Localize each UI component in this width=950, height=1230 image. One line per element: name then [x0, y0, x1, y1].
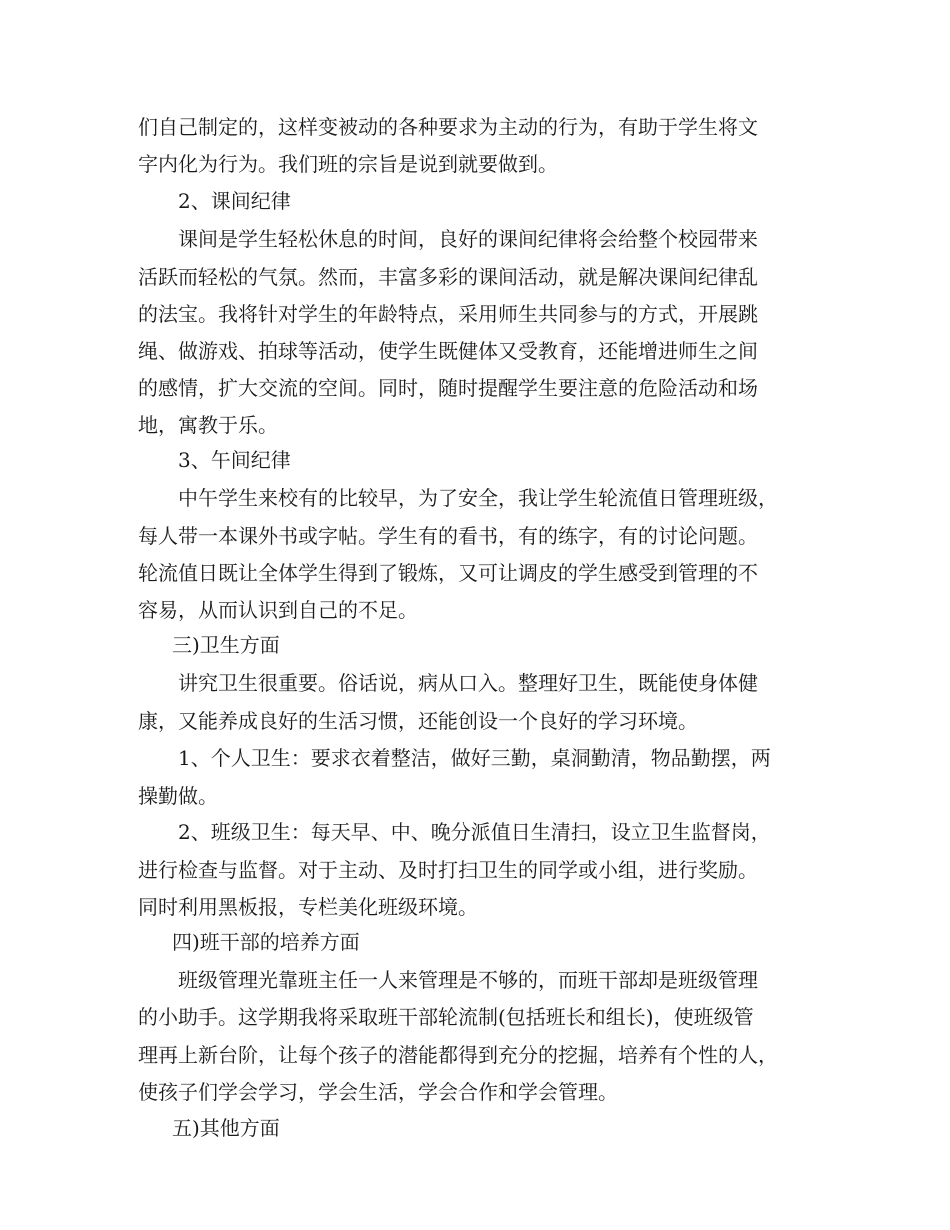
- text-line: 们自己制定的，这样变被动的各种要求为主动的行为，有助于学生将文: [138, 115, 758, 139]
- text-line: 同时利用黑板报，专栏美化班级环境。: [138, 895, 478, 919]
- text-line: 中午学生来校有的比较早，为了安全，我让学生轮流值日管理班级，: [178, 486, 778, 510]
- text-line: 字内化为行为。我们班的宗旨是说到就要做到。: [138, 152, 558, 176]
- text-line: 康，又能养成良好的生活习惯，还能创设一个良好的学习环境。: [138, 709, 698, 733]
- text-line: 地，寓教于乐。: [138, 413, 278, 437]
- text-line: 活跃而轻松的气氛。然而，丰富多彩的课间活动，就是解决课间纪律乱: [138, 265, 758, 289]
- text-line: 轮流值日既让全体学生得到了锻炼，又可让调皮的学生感受到管理的不: [138, 561, 758, 585]
- text-line: 进行检查与监督。对于主动、及时打扫卫生的同学或小组，进行奖励。: [138, 858, 758, 882]
- text-line: 班级管理光靠班主任一人来管理是不够的，而班干部却是班级管理: [178, 968, 758, 992]
- text-line: 讲究卫生很重要。俗话说，病从口入。整理好卫生，既能使身体健: [178, 671, 758, 695]
- text-line: 绳、做游戏、拍球等活动，使学生既健体又受教育，还能增进师生之间: [138, 339, 758, 363]
- text-line: 每人带一本课外书或字帖。学生有的看书，有的练字，有的讨论问题。: [138, 524, 758, 548]
- text-line: 的法宝。我将针对学生的年龄特点，采用师生共同参与的方式，开展跳: [138, 302, 758, 326]
- section-heading: 3、午间纪律: [178, 448, 291, 472]
- section-heading: 五)其他方面: [172, 1116, 280, 1140]
- text-line: 理再上新台阶，让每个孩子的潜能都得到充分的挖掘，培养有个性的人，: [138, 1043, 778, 1067]
- text-line: 操勤做。: [138, 784, 218, 808]
- text-line: 容易，从而认识到自己的不足。: [138, 598, 418, 622]
- section-heading: 四)班干部的培养方面: [172, 930, 360, 954]
- text-line: 的感情，扩大交流的空间。同时，随时提醒学生要注意的危险活动和场: [138, 376, 758, 400]
- text-line: 的小助手。这学期我将采取班干部轮流制(包括班长和组长)，使班级管: [138, 1005, 754, 1029]
- text-line: 1、个人卫生：要求衣着整洁，做好三勤，桌洞勤清，物品勤摆，两: [178, 746, 771, 770]
- section-heading: 三)卫生方面: [172, 633, 280, 657]
- text-line: 使孩子们学会学习，学会生活，学会合作和学会管理。: [138, 1080, 618, 1104]
- text-line: 课间是学生轻松休息的时间，良好的课间纪律将会给整个校园带来: [178, 227, 758, 251]
- section-heading: 2、课间纪律: [178, 189, 291, 213]
- text-line: 2、班级卫生：每天早、中、晚分派值日生清扫，设立卫生监督岗，: [178, 820, 771, 844]
